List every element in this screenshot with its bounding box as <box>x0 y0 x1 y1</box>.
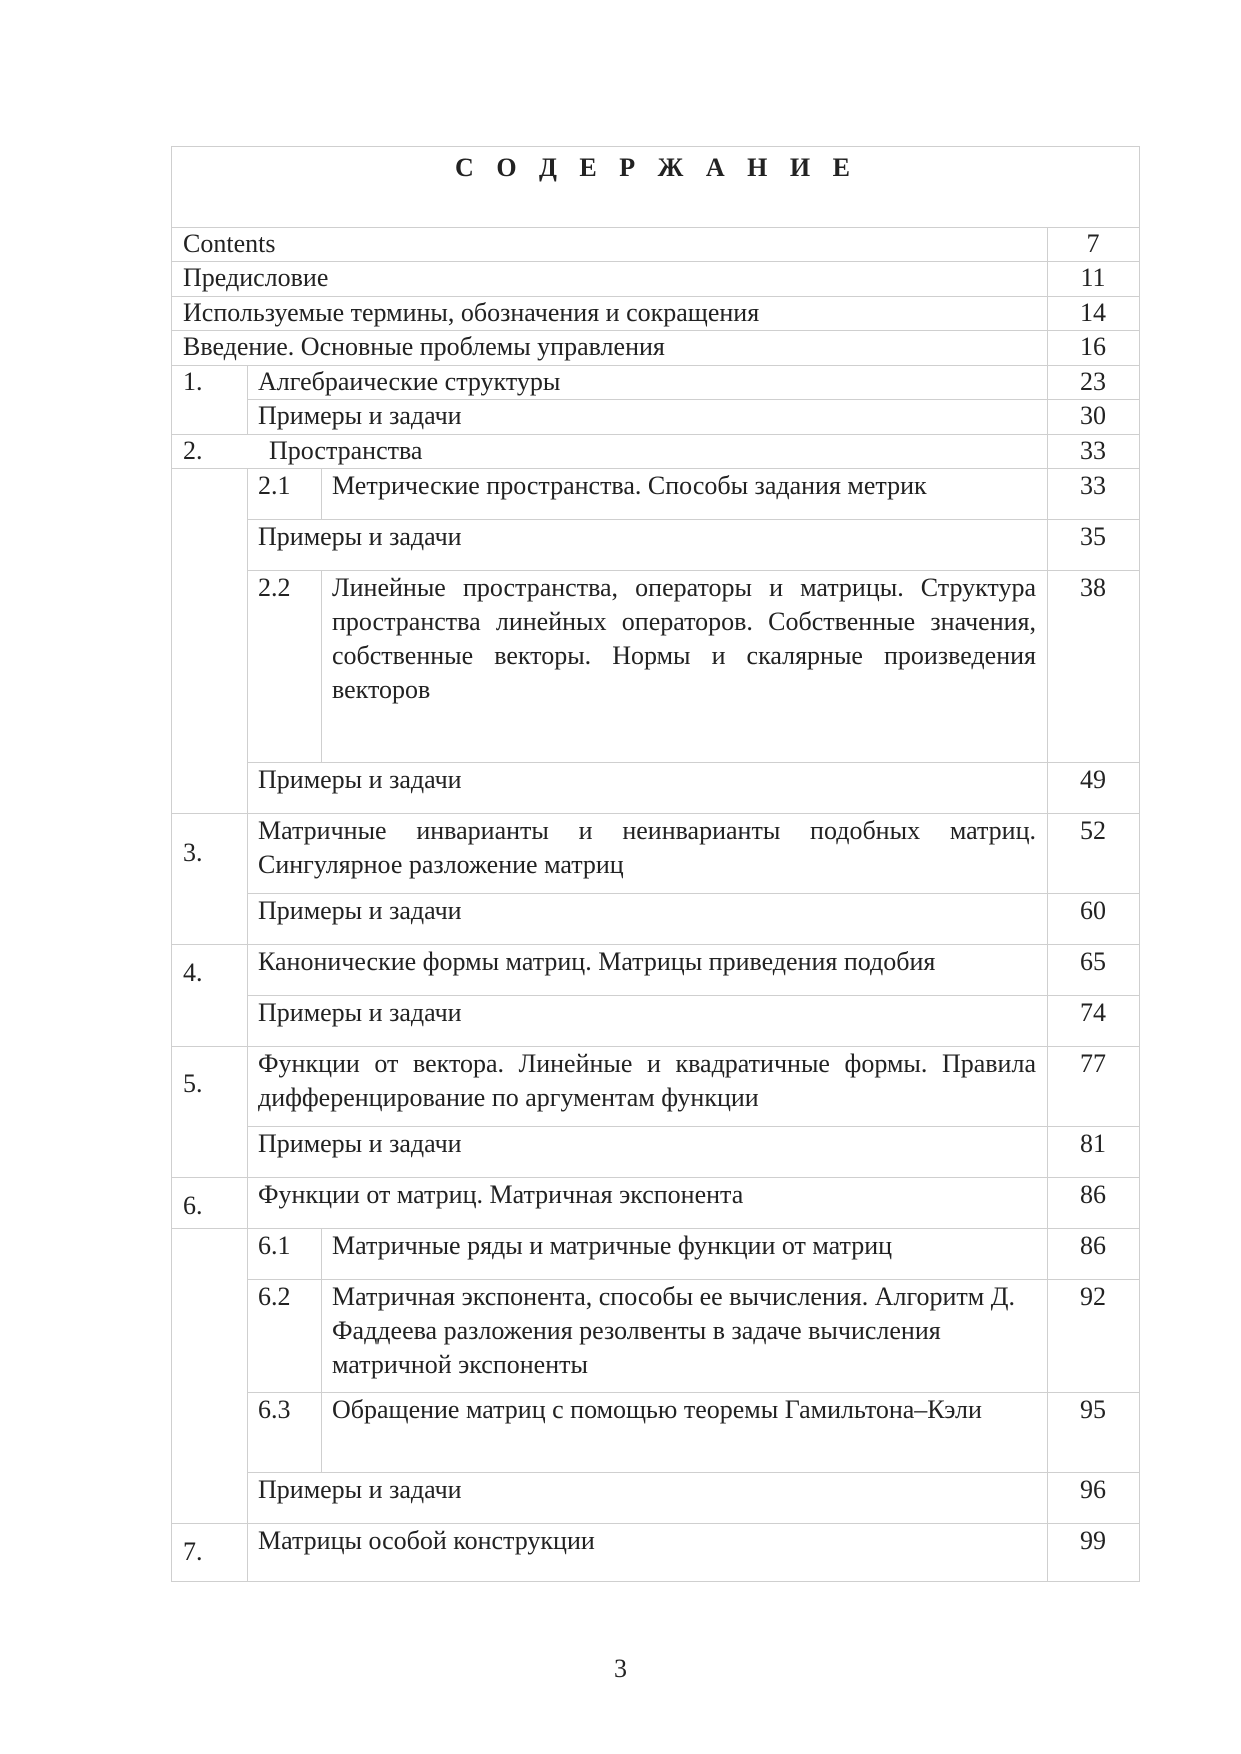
entry-page: 35 <box>1080 522 1106 551</box>
entry-page: 49 <box>1080 765 1106 794</box>
entry-title: Метрические пространства. Способы задания метрик <box>332 471 927 500</box>
entry-page: 33 <box>1080 436 1106 465</box>
entry-title: Введение. Основные проблемы управления <box>183 332 665 361</box>
entry-page: 60 <box>1080 896 1106 925</box>
entry-page: 30 <box>1080 401 1106 430</box>
entry-page: 11 <box>1080 263 1106 292</box>
entry-page: 16 <box>1080 332 1106 361</box>
entry-number: 2.2 <box>258 573 291 602</box>
entry-page: 7 <box>1086 229 1100 258</box>
entry-number: 7. <box>183 1537 203 1566</box>
entry-title: Функции от вектора. Линейные и квадратичные формы. Правила дифференцирование по аргументам функции <box>258 1049 1036 1112</box>
entry-title: Примеры и задачи <box>258 998 462 1027</box>
entry-title: Примеры и задачи <box>258 765 462 794</box>
entry-title: Примеры и задачи <box>258 1129 462 1158</box>
entry-title: Примеры и задачи <box>258 1475 462 1504</box>
entry-title: Матричные ряды и матричные функции от матриц <box>332 1231 893 1260</box>
entry-number: 6. <box>183 1191 203 1220</box>
entry-title: Примеры и задачи <box>258 522 462 551</box>
entry-title: Contents <box>183 229 276 258</box>
entry-page: 95 <box>1080 1395 1106 1424</box>
entry-page: 38 <box>1080 573 1106 602</box>
entry-page: 96 <box>1080 1475 1106 1504</box>
entry-title: Канонические формы матриц. Матрицы приведения подобия <box>258 947 936 976</box>
entry-title: Матричная экспонента, способы ее вычисления. Алгоритм Д. Фаддеева разложения резолвенты в задаче вычисления матричной экспоненты <box>332 1282 1015 1379</box>
entry-page: 92 <box>1080 1282 1106 1311</box>
entry-page: 65 <box>1080 947 1106 976</box>
entry-number: 5. <box>183 1069 203 1098</box>
entry-number: 6.3 <box>258 1395 291 1424</box>
entry-title: Функции от матриц. Матричная экспонента <box>258 1180 744 1209</box>
entry-title: Примеры и задачи <box>258 401 462 430</box>
entry-page: 33 <box>1080 471 1106 500</box>
entry-title: Матрицы особой конструкции <box>258 1526 595 1555</box>
entry-title: Обращение матриц с помощью теоремы Гамильтона–Кэли <box>332 1395 982 1424</box>
entry-title: Примеры и задачи <box>258 896 462 925</box>
entry-number: 2.1 <box>258 471 291 500</box>
toc-table <box>171 146 1140 1582</box>
entry-number: 1. <box>183 367 203 396</box>
entry-number: 4. <box>183 958 203 987</box>
entry-page: 86 <box>1080 1180 1106 1209</box>
entry-page: 14 <box>1080 298 1106 327</box>
entry-number: 6.1 <box>258 1231 291 1260</box>
entry-page: 52 <box>1080 816 1106 845</box>
entry-title: Пространства <box>269 436 423 465</box>
entry-page: 99 <box>1080 1526 1106 1555</box>
entry-page: 86 <box>1080 1231 1106 1260</box>
entry-title: Используемые термины, обозначения и сокращения <box>183 298 760 327</box>
entry-page: 81 <box>1080 1129 1106 1158</box>
entry-title: Матричные инварианты и неинварианты подобных матриц. Сингулярное разложение матриц <box>258 816 1036 879</box>
page-number: 3 <box>614 1654 627 1683</box>
entry-number: 3. <box>183 838 203 867</box>
toc-heading: С О Д Е Р Ж А Н И Е <box>455 153 858 182</box>
entry-page: 77 <box>1080 1049 1106 1078</box>
entry-number: 6.2 <box>258 1282 291 1311</box>
entry-page: 74 <box>1080 998 1106 1027</box>
entry-title: Алгебраические структуры <box>258 367 561 396</box>
entry-title: Предисловие <box>183 263 329 292</box>
entry-title: Линейные пространства, операторы и матрицы. Структура пространства линейных операторов. Собственные значения, собственные векторы. Нормы и скалярные произведения векторов <box>332 573 1036 704</box>
entry-page: 23 <box>1080 367 1106 396</box>
entry-number: 2. <box>183 436 203 465</box>
